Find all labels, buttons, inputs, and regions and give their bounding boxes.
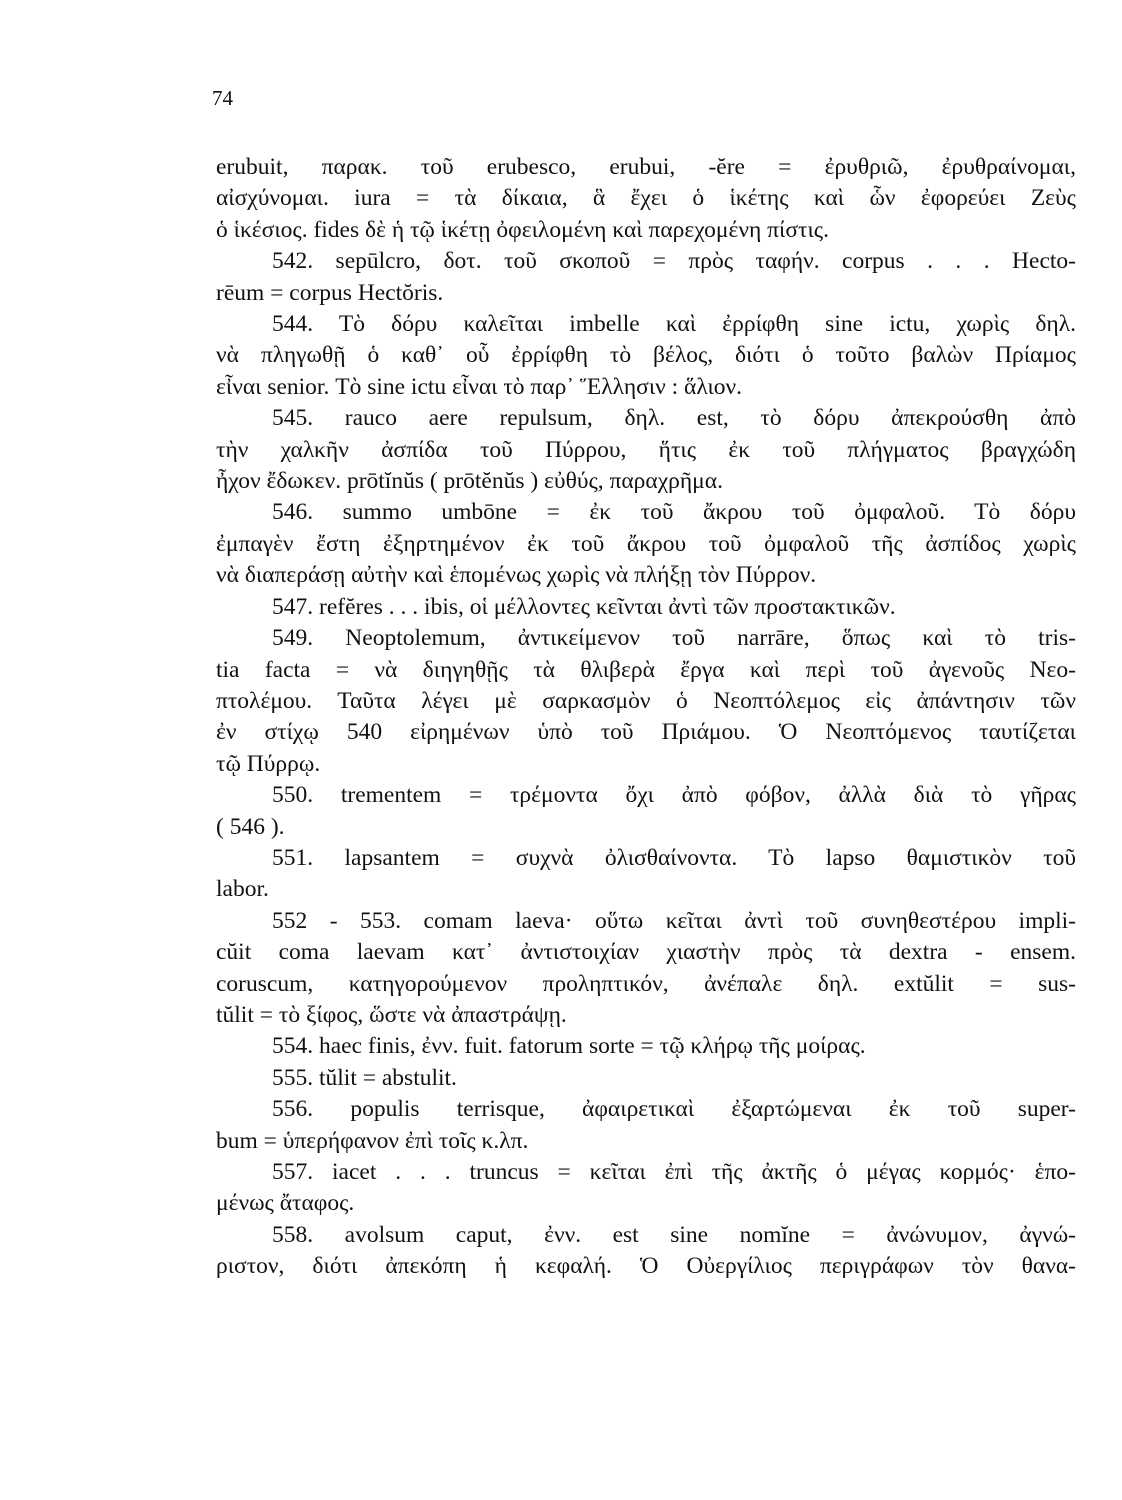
text-line: 552 - 553. comam laeva· οὕτω κεῖται ἀντὶ τοῦ συνηθεστέρου impli- [272, 907, 1076, 934]
text-line: tŭlit = τὸ ξίφος, ὥστε νὰ ἀπαστράψῃ. [216, 1001, 567, 1028]
text-line: 554. haec finis, ἐνν. fuit. fatorum sorte = τῷ κλήρῳ τῆς μοίρας. [272, 1033, 866, 1060]
commentary-text [216, 152, 1076, 1283]
page-number: 74 [212, 86, 233, 110]
text-line: ριστον, διότι ἀπεκόπη ἡ κεφαλή. Ὁ Οὐεργίλιος περιγράφων τὸν θανα- [216, 1253, 1076, 1280]
text-line: εἶναι senior. Τὸ sine ictu εἶναι τὸ παρ᾽ Ἕλλησιν : ἅλιον. [216, 373, 743, 400]
text-line: 546. summo umbōne = ἐκ τοῦ ἄκρου τοῦ ὀμφαλοῦ. Τὸ δόρυ [272, 499, 1076, 526]
text-line: erubuit, παρακ. τοῦ erubesco, erubui, -ĕre = ἐρυθριῶ, ἐρυθραίνομαι, [216, 154, 1076, 180]
text-line: ἐν στίχῳ 540 εἰρημένων ὑπὸ τοῦ Πριάμου. Ὁ Νεοπτόμενος ταυτίζεται [216, 719, 1076, 746]
text-line: 545. rauco aere repulsum, δηλ. est, τὸ δόρυ ἀπεκρούσθη ἀπὸ [272, 405, 1076, 432]
text-line: 551. lapsantem = συχνὰ ὀλισθαίνοντα. Τὸ lapso θαμιστικὸν τοῦ [272, 844, 1076, 871]
text-line: ( 546 ). [216, 813, 285, 840]
text-line: πτολέμου. Ταῦτα λέγει μὲ σαρκασμὸν ὁ Νεοπτόλεμος εἰς ἀπάντησιν τῶν [216, 687, 1076, 714]
text-line: 550. trementem = τρέμοντα ὄχι ἀπὸ φόβον, ἀλλὰ διὰ τὸ γῆρας [272, 782, 1076, 809]
text-line: ἦχον ἔδωκεν. prōtĭnŭs ( prōtĕnŭs ) εὐθύς, παραχρῆμα. [216, 468, 723, 495]
text-line: bum = ὑπερήφανον ἐπὶ τοῖς κ.λπ. [216, 1127, 529, 1154]
text-line: νὰ διαπεράσῃ αὐτὴν καὶ ἑπομένως χωρὶς νὰ πλήξῃ τὸν Πύρρον. [216, 562, 817, 589]
text-line: coruscum, κατηγορούμενον προληπτικόν, ἀνέπαλε δηλ. extŭlit = sus- [216, 970, 1076, 997]
text-line: ὁ ἱκέσιος. fides δὲ ἡ τῷ ἱκέτῃ ὀφειλομένη καὶ παρεχομένη πίστις. [216, 216, 829, 243]
text-line: τὴν χαλκῆν ἀσπίδα τοῦ Πύρρου, ἥτις ἐκ τοῦ πλήγματος βραγχώδη [216, 436, 1076, 463]
text-line: νὰ πληγωθῇ ὁ καθ᾽ οὗ ἐρρίφθη τὸ βέλος, διότι ὁ τοῦτο βαλὼν Πρίαμος [216, 342, 1076, 369]
text-line: αἰσχύνομαι. iura = τὰ δίκαια, ἃ ἔχει ὁ ἱκέτης καὶ ὧν ἐφορεύει Ζεὺς [216, 185, 1076, 212]
text-line: τῷ Πύρρῳ. [216, 750, 321, 777]
text-line: 556. populis terrisque, ἀφαιρετικαὶ ἐξαρτώμεναι ἐκ τοῦ super- [272, 1096, 1076, 1123]
text-line: cŭit coma laevam κατ᾽ ἀντιστοιχίαν χιαστὴν πρὸς τὰ dextra - ensem. [216, 939, 1076, 966]
text-line: μένως ἄταφος. [216, 1190, 355, 1217]
text-line: 549. Neoptolemum, ἀντικείμενον τοῦ narrāre, ὅπως καὶ τὸ tris- [272, 625, 1076, 652]
text-line: labor. [216, 876, 269, 903]
text-line: 557. iacet . . . truncus = κεῖται ἐπὶ τῆς ἀκτῆς ὁ μέγας κορμός· ἑπο- [272, 1159, 1076, 1185]
text-line: 558. avolsum caput, ἐνν. est sine nomĭne = ἀνώνυμον, ἀγνώ- [272, 1221, 1076, 1248]
text-line: rēum = corpus Hectŏris. [216, 279, 444, 306]
text-line: 555. tŭlit = abstulit. [272, 1064, 457, 1091]
text-line: ἐμπαγὲν ἔστη ἐξηρτημένον ἐκ τοῦ ἄκρου τοῦ ὀμφαλοῦ τῆς ἀσπίδος χωρὶς [216, 530, 1076, 557]
text-line: 544. Τὸ δόρυ καλεῖται imbelle καὶ ἐρρίφθη sine ictu, χωρὶς δηλ. [272, 311, 1076, 338]
text-line: 542. sepūlcro, δοτ. τοῦ σκοποῦ = πρὸς ταφήν. corpus . . . Hecto- [272, 248, 1076, 275]
text-line: tia facta = νὰ διηγηθῇς τὰ θλιβερὰ ἔργα καὶ περὶ τοῦ ἀγενοῦς Νεο- [216, 656, 1076, 683]
text-line: 547. refĕres . . . ibis, οἱ μέλλοντες κεῖνται ἀντὶ τῶν προστακτικῶν. [272, 593, 896, 620]
